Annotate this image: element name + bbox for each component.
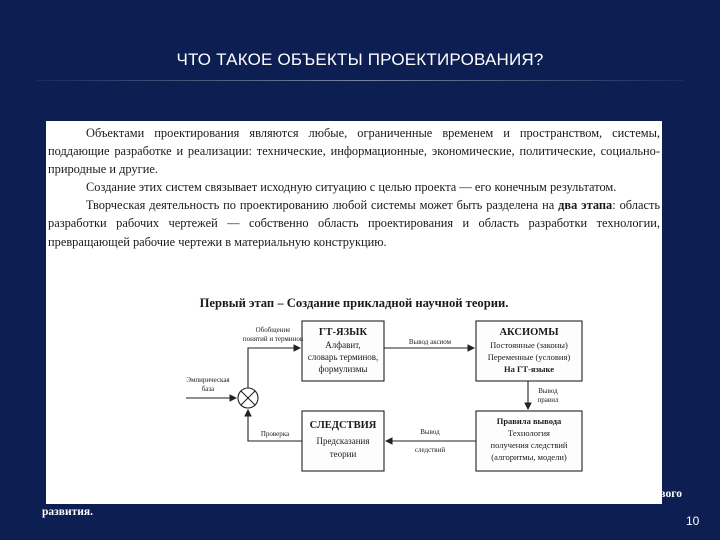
content-panel <box>46 121 662 504</box>
consequences-line2: теории <box>329 449 357 459</box>
rules-line1: Правила вывода <box>496 416 562 426</box>
stage2-note <box>42 485 682 521</box>
theory-diagram <box>176 318 586 476</box>
page-number: 10 <box>686 514 700 528</box>
gt-language-title: ГТ-ЯЗЫК <box>318 327 368 338</box>
slide-title: ЧТО ТАКОЕ ОБЪЕКТЫ ПРОЕКТИРОВАНИЯ? <box>176 50 544 69</box>
label-axiom-output: Вывод аксиом <box>408 338 452 346</box>
consequences-title: СЛЕДСТВИЯ <box>309 420 377 431</box>
arrow-generalization <box>248 348 300 388</box>
label-empirical-2: база <box>201 385 215 393</box>
body-text <box>48 124 660 251</box>
consequences-line1: Предсказания <box>316 436 370 446</box>
axioms-title: АКСИОМЫ <box>499 327 559 338</box>
label-rule-output-2: правил <box>537 396 559 404</box>
rules-line4: (алгоритмы, модели) <box>491 452 567 462</box>
rules-line2: Технология <box>508 428 550 438</box>
rules-line3: получения следствий <box>490 440 568 450</box>
paragraph-stages <box>48 196 660 250</box>
label-generalization-2: понятий и терминов <box>242 335 304 343</box>
two-stages-emphasis: два этапа <box>558 198 613 213</box>
label-check: Проверка <box>260 430 290 438</box>
paragraph-objects: Объектами проектирования являются любые, ограниченные временем и пространством, системы, поддающие разработке и реализации: технические, информационные, экономические, политические, социально-природные и другие. <box>48 126 660 177</box>
paragraph-creation: Создание этих систем связывает исходную ситуацию с целью проекта — его конечным результатом. <box>86 180 617 195</box>
axioms-line2: Переменные (условия) <box>487 352 571 362</box>
stages-text-end: : область разработки рабочих чертежей — собственно область проектирования и область разработки технологии, превращающей рабочие чертежи в материальную конструкцию. <box>48 198 661 249</box>
label-empirical-1: Эмпирическая <box>186 376 230 384</box>
stages-text-start: Творческая деятельность по проектированию любой системы может быть разделена на <box>86 198 559 213</box>
label-rule-output-1: Вывод <box>538 387 558 395</box>
gt-language-line3: формулизмы <box>318 364 368 374</box>
axioms-line1: Постоянные (законы) <box>490 340 568 350</box>
label-cons-output-1: Вывод <box>420 428 440 436</box>
title-divider <box>36 80 684 81</box>
label-generalization-1: Обобщение <box>255 326 291 334</box>
label-cons-output-2: следствий <box>414 446 446 454</box>
gt-language-line2: словарь терминов, <box>307 352 379 362</box>
gt-language-line1: Алфавит, <box>325 340 361 350</box>
stage2-text: Второй этап – разработка плана превращения «бумаги» в работающую конструкцию, как средство устойчивого развития. <box>42 488 682 518</box>
axioms-line3: На ГТ-языке <box>503 364 555 374</box>
stage1-caption: Первый этап – Создание прикладной научной теории. <box>199 296 509 310</box>
